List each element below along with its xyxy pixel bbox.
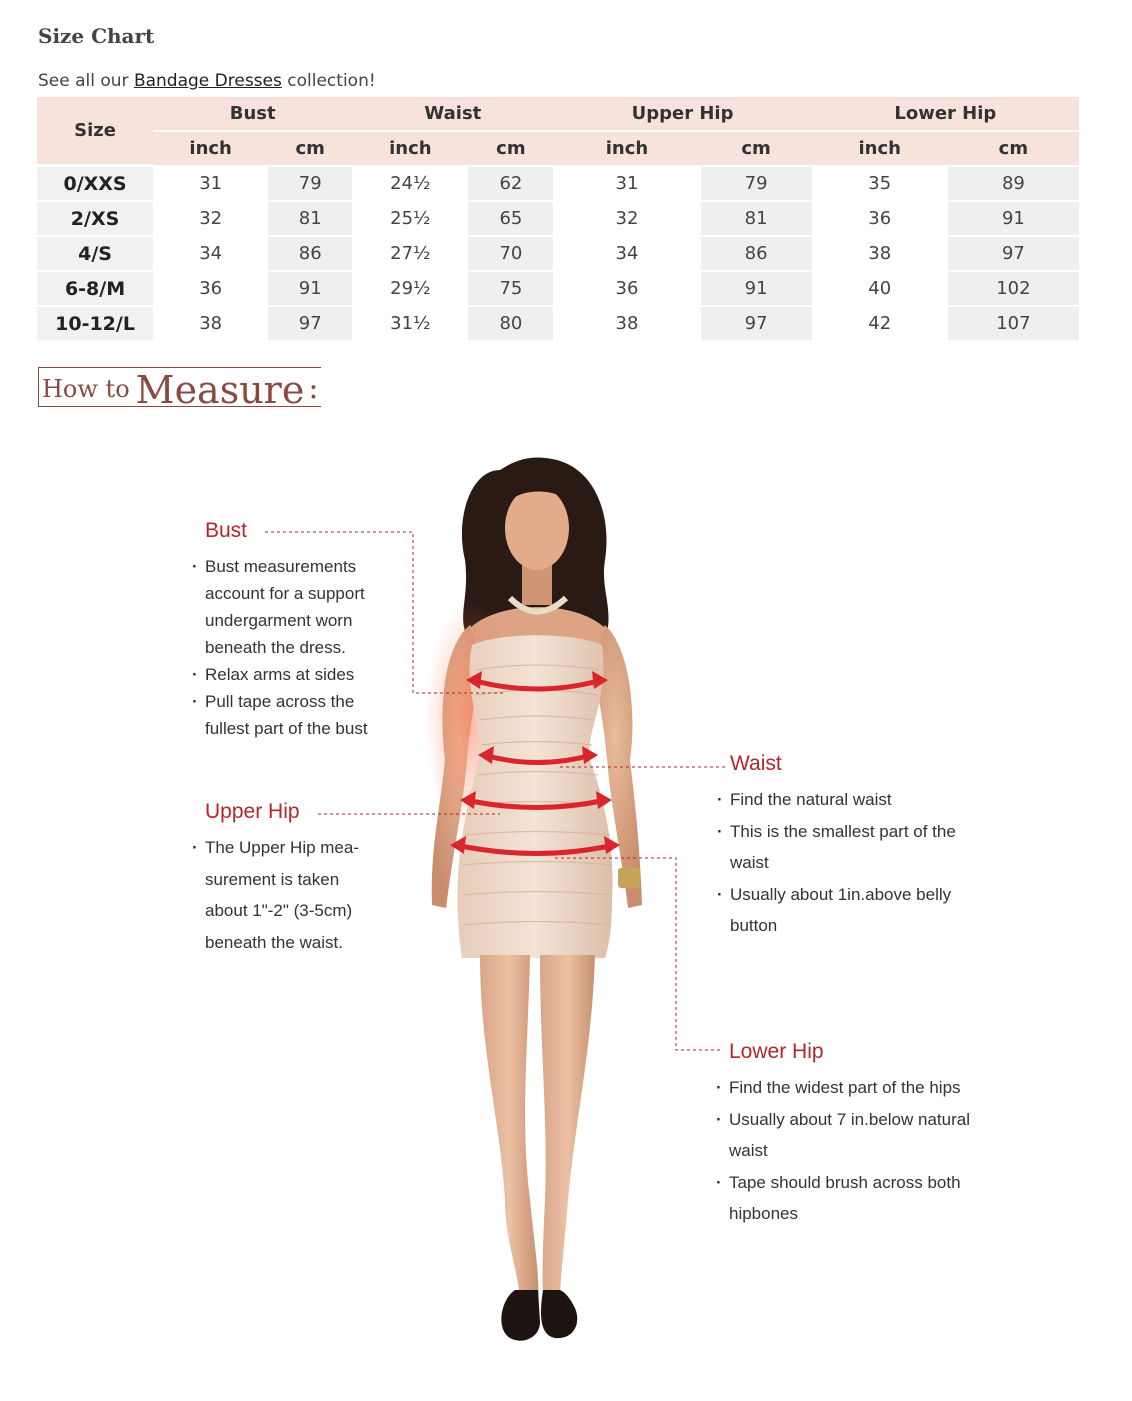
unit-header: inch xyxy=(812,131,948,165)
value-cell: 80 xyxy=(468,305,553,340)
size-cell: 6-8/M xyxy=(37,270,153,305)
value-cell: 86 xyxy=(268,235,352,270)
list-item: · Find the natural waist xyxy=(717,784,992,816)
value-cell: 36 xyxy=(553,270,700,305)
value-cell: 40 xyxy=(812,270,948,305)
value-cell: 34 xyxy=(553,235,700,270)
value-cell: 35 xyxy=(812,165,948,200)
unit-header: inch xyxy=(153,131,268,165)
value-cell: 91 xyxy=(948,200,1079,235)
value-cell: 97 xyxy=(701,305,812,340)
list-item: · Usually about 1in.above belly button xyxy=(717,879,992,942)
bandage-dresses-link[interactable]: Bandage Dresses xyxy=(133,71,282,91)
value-cell: 79 xyxy=(701,165,812,200)
list-item: · Bust measurements account for a support undergarment worn beneath the dress. xyxy=(192,553,392,661)
value-cell: 36 xyxy=(812,200,948,235)
value-cell: 79 xyxy=(268,165,352,200)
list-item: · Relax arms at sides xyxy=(192,661,392,688)
value-cell: 38 xyxy=(153,305,268,340)
bust-label: Bust xyxy=(205,519,248,542)
measure-text: Measure xyxy=(135,368,305,412)
value-cell: 42 xyxy=(812,305,948,340)
value-cell: 97 xyxy=(948,235,1079,270)
waist-label: Waist xyxy=(730,752,782,775)
size-cell: 4/S xyxy=(37,235,153,270)
subtitle-prefix: See all our xyxy=(38,71,134,91)
lower-hip-instructions xyxy=(716,1072,1001,1230)
value-cell: 25½ xyxy=(352,200,468,235)
value-cell: 38 xyxy=(812,235,948,270)
value-cell: 102 xyxy=(948,270,1079,305)
subtitle-suffix: collection! xyxy=(281,71,376,91)
value-cell: 75 xyxy=(468,270,553,305)
list-item: · Usually about 7 in.below natural waist xyxy=(716,1104,1001,1167)
unit-header: inch xyxy=(553,131,700,165)
value-cell: 27½ xyxy=(352,235,468,270)
size-cell: 0/XXS xyxy=(37,165,153,200)
value-cell: 62 xyxy=(468,165,553,200)
unit-header: cm xyxy=(468,131,553,165)
list-item: · This is the smallest part of the waist xyxy=(717,816,992,879)
bust-header: Bust xyxy=(153,97,352,131)
bracelet-shape xyxy=(618,868,640,888)
list-item: · Tape should brush across both hipbones xyxy=(716,1167,1001,1230)
value-cell: 24½ xyxy=(352,165,468,200)
value-cell: 29½ xyxy=(352,270,468,305)
size-header: Size xyxy=(37,97,153,165)
upper-hip-header: Upper Hip xyxy=(553,97,811,131)
value-cell: 31 xyxy=(553,165,700,200)
value-cell: 38 xyxy=(553,305,700,340)
value-cell: 91 xyxy=(701,270,812,305)
size-cell: 10-12/L xyxy=(37,305,153,340)
unit-header: cm xyxy=(268,131,352,165)
left-shoe xyxy=(501,1290,540,1341)
value-cell: 65 xyxy=(468,200,553,235)
lower-hip-header: Lower Hip xyxy=(812,97,1079,131)
face-shape xyxy=(505,486,569,570)
right-leg xyxy=(540,955,595,1300)
value-cell: 70 xyxy=(468,235,553,270)
upper-hip-instructions xyxy=(192,832,382,958)
heading-colon: : xyxy=(308,371,319,406)
list-item: · Find the widest part of the hips xyxy=(716,1072,1001,1104)
value-cell: 31½ xyxy=(352,305,468,340)
right-shoe xyxy=(541,1290,577,1338)
how-to-text: How to xyxy=(42,375,130,403)
value-cell: 86 xyxy=(701,235,812,270)
value-cell: 91 xyxy=(268,270,352,305)
value-cell: 81 xyxy=(701,200,812,235)
bust-instructions xyxy=(192,553,392,742)
value-cell: 97 xyxy=(268,305,352,340)
value-cell: 34 xyxy=(153,235,268,270)
size-cell: 2/XS xyxy=(37,200,153,235)
upper-hip-label: Upper Hip xyxy=(205,800,300,823)
list-item: · Pull tape across the fullest part of the bust xyxy=(192,688,392,742)
unit-header: cm xyxy=(948,131,1079,165)
value-cell: 36 xyxy=(153,270,268,305)
lower-hip-label: Lower Hip xyxy=(729,1040,824,1063)
value-cell: 32 xyxy=(553,200,700,235)
value-cell: 31 xyxy=(153,165,268,200)
value-cell: 107 xyxy=(948,305,1079,340)
unit-header: inch xyxy=(352,131,468,165)
value-cell: 81 xyxy=(268,200,352,235)
waist-header: Waist xyxy=(352,97,553,131)
waist-instructions xyxy=(717,784,992,942)
page-title: Size Chart xyxy=(38,24,155,48)
list-item: · The Upper Hip mea-surement is taken about 1"-2" (3-5cm) beneath the waist. xyxy=(192,832,382,958)
value-cell: 32 xyxy=(153,200,268,235)
value-cell: 89 xyxy=(948,165,1079,200)
left-leg xyxy=(480,955,538,1300)
unit-header: cm xyxy=(701,131,812,165)
